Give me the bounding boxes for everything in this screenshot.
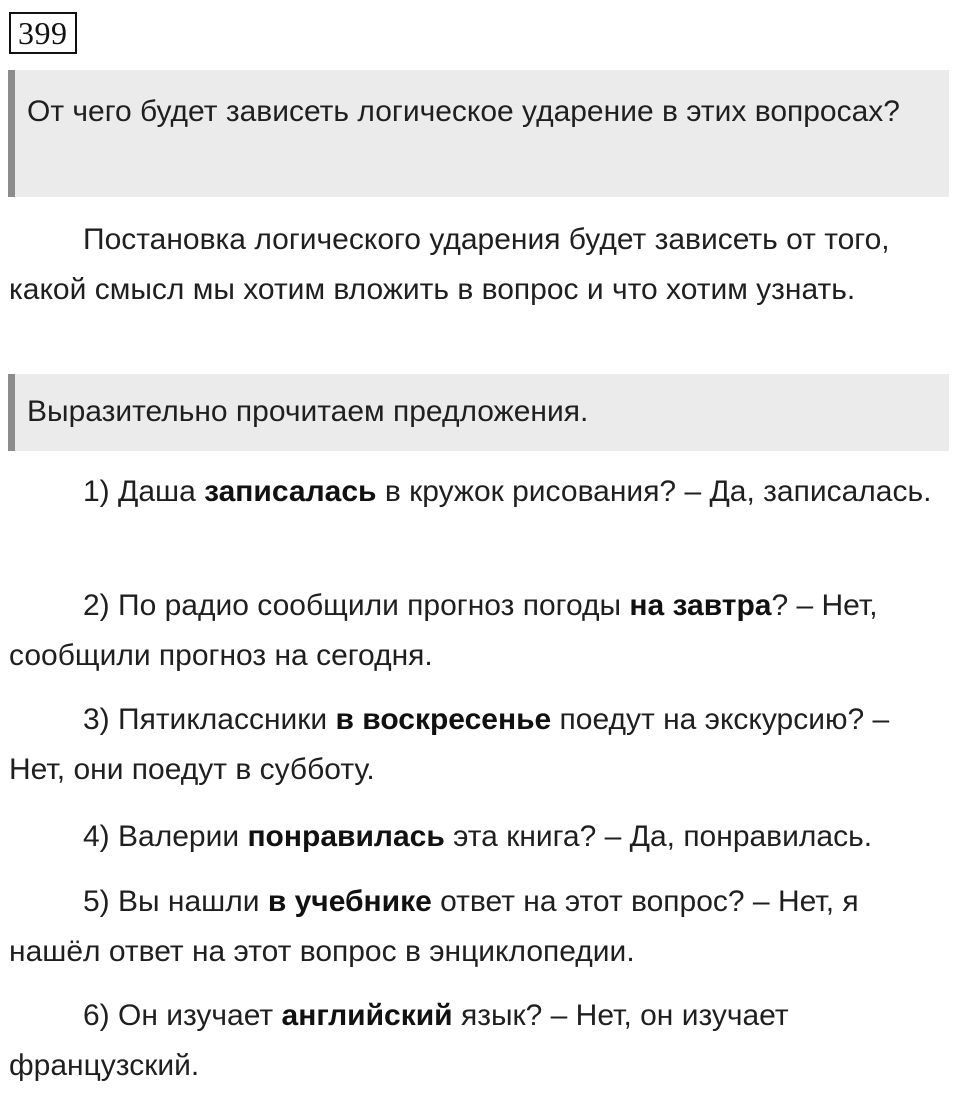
sentence-5	[9, 877, 944, 977]
sentence-5-stressed-word: в учебнике	[267, 885, 432, 918]
sentence-2	[9, 581, 944, 681]
sentence-3-before: 3) Пятиклассники	[83, 703, 336, 736]
sentence-4	[9, 812, 944, 862]
sentence-1-before: 1) Даша	[83, 475, 205, 508]
sentence-3-stressed-word: в воскресенье	[335, 703, 552, 736]
sentence-3-after: поедут на экскурсию? – Нет, они поедут в субботу.	[9, 703, 890, 786]
sentence-2-before: 2) По радио сообщили прогноз погоды	[83, 589, 630, 622]
sentence-3	[9, 695, 944, 795]
sentence-1-stressed-word: записалась	[204, 475, 377, 508]
question-block-2	[8, 374, 949, 451]
answer-paragraph: Постановка логического ударения будет зависеть от того, какой смысл мы хотим вложить в вопрос и что хотим узнать.	[9, 223, 890, 306]
sentence-4-after: эта книга? – Да, понравилась.	[444, 820, 873, 853]
sentence-2-after: ? – Нет, сообщили прогноз на сегодня.	[9, 589, 878, 672]
sentence-6	[9, 991, 944, 1091]
sentence-6-after: язык? – Нет, он изучает французский.	[9, 999, 789, 1082]
question-text-1: От чего будет зависеть логическое ударение в этих вопросах?	[27, 95, 900, 128]
sentence-5-after: ответ на этот вопрос? – Нет, я нашёл ответ на этот вопрос в энциклопедии.	[9, 885, 859, 968]
sentence-5-before: 5) Вы нашли	[83, 885, 268, 918]
sentence-4-stressed-word: понравилась	[247, 820, 445, 853]
sentence-1	[9, 467, 944, 517]
sentence-6-stressed-word: английский	[281, 999, 453, 1032]
sentence-2-stressed-word: на завтра	[629, 589, 772, 622]
sentence-6-before: 6) Он изучает	[83, 999, 282, 1032]
question-block-1	[8, 70, 949, 197]
sentence-1-after: в кружок рисования? – Да, записалась.	[376, 475, 932, 508]
task-number-box: 399	[9, 12, 77, 54]
question-text-2: Выразительно прочитаем предложения.	[27, 395, 589, 428]
sentence-4-before: 4) Валерии	[83, 820, 248, 853]
